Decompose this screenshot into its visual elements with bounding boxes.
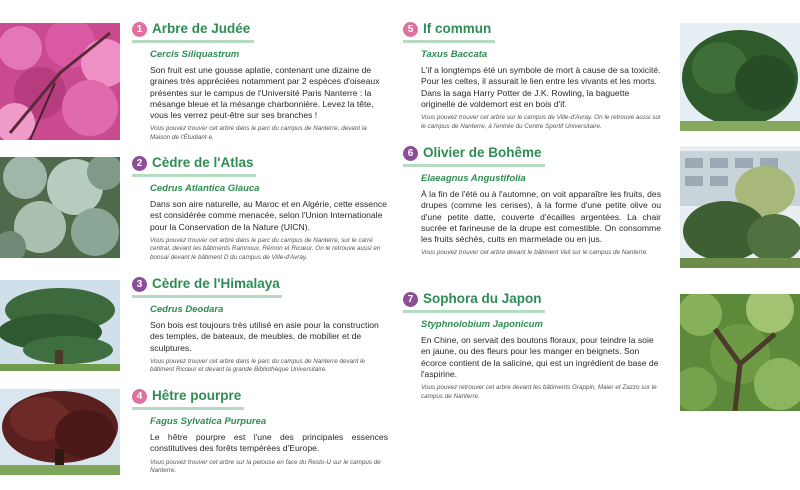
- title-underline: [403, 164, 545, 167]
- badge-number: 4: [132, 389, 147, 404]
- badge-number: 5: [403, 22, 418, 37]
- title-underline: [132, 295, 282, 298]
- tree-name: Olivier de Bohême: [423, 145, 542, 160]
- tree-name: Cèdre de l'Atlas: [152, 155, 254, 170]
- photo-hetre-pourpre: [0, 389, 120, 475]
- badge-number: 2: [132, 156, 147, 171]
- latin-name: Cercis Siliquastrum: [150, 49, 240, 60]
- tree-name: Sophora du Japon: [423, 291, 542, 306]
- title-underline: [132, 40, 254, 43]
- latin-name: Taxus Baccata: [421, 49, 488, 60]
- photo-sophora-du-japon: [680, 294, 800, 411]
- photo-cedre-de-l-atlas: [0, 157, 120, 258]
- tree-description: Dans son aire naturelle, au Maroc et en Algérie, cette essence est considérée comme menacée, selon l'Union Internationale pour la Conservation de la Nature (UICN).: [150, 199, 387, 232]
- tree-name: Hêtre pourpre: [152, 388, 242, 403]
- latin-name: Elaeagnus Angustifolia: [421, 173, 526, 184]
- latin-name: Fagus Sylvatica Purpurea: [150, 416, 267, 427]
- latin-name: Cedrus Deodara: [150, 304, 224, 315]
- photo-if-commun: [680, 23, 800, 131]
- tree-location: Vous pouvez trouver cet arbre dans le parc du campus de Nanterre devant le bâtiment Ricœur et devant la grande Bibliothèque Universitaire.: [150, 357, 366, 374]
- photo-olivier-de-boheme: [680, 146, 800, 268]
- tree-entry-5: [403, 21, 661, 131]
- tree-entry-2: [132, 155, 388, 263]
- photo-arbre-de-judee: [0, 23, 120, 140]
- tree-description: Son bois est toujours très utilisé en asie pour la construction des temples, de bateaux, de meubles, de mobilier et de sculptures.: [150, 320, 379, 353]
- tree-name: Cèdre de l'Himalaya: [152, 276, 280, 291]
- title-underline: [403, 310, 545, 313]
- tree-entry-3: [132, 276, 388, 375]
- tree-location: Vous pouvez trouver cet arbre dans le parc du campus de Nanterre, sur le carré central, devant les bâtiments Ramnoux, Rémon et Ricœur. On le retrouve aussi en bonsaï devant le bâtiment D du campus de Ville-d'Avray.: [150, 236, 381, 262]
- tree-name: Arbre de Judée: [152, 21, 251, 36]
- tree-description: En Chine, on servait des boutons floraux, pour teindre la soie en jaune, ou des fleurs pour les manger en beignets. Son écorce contient de la salicine, qui est un ingrédient de base de l'aspirine.: [421, 335, 659, 379]
- tree-description: Le hêtre pourpre est l'une des principales essences constitutives des forêts tempérées d'Europe.: [150, 432, 388, 454]
- tree-description: Son fruit est une gousse aplatie, contenant une dizaine de graines très appréciées notamment par 2 espèces d'oiseaux présentes sur le campus de l'Université Paris Nanterre : la mésange bleue et la mésange charbonnière. Levez la tête, vous les verrez peut-être sur ses branches !: [150, 65, 380, 121]
- tree-name: If commun: [423, 21, 492, 36]
- title-underline: [132, 407, 244, 410]
- tree-location: Vous pouvez retrouver cet arbre devant les bâtiments Grappin, Maier et Zazzo sur le campus de Nanterre.: [421, 384, 657, 400]
- tree-entry-7: [403, 291, 661, 401]
- title-underline: [132, 174, 256, 177]
- badge-number: 1: [132, 22, 147, 37]
- tree-location: Vous pouvez trouver cet arbre sur la pelouse en face du Resto-U sur le campus de Nanterre.: [150, 458, 381, 475]
- tree-entry-1: [132, 21, 388, 143]
- badge-number: 6: [403, 146, 418, 161]
- tree-description: À la fin de l'été ou à l'automne, on voit apparaître les fruits, des drupes (comme les cerises), à la forme d'une petite olive ou d'une petite datte, couverte d'écailles argentées. La chair sucrée et farineuse de la drupe est comestible. On consomme les fruits séchés, cuits en marmelade ou en jus.: [421, 189, 661, 245]
- badge-number: 7: [403, 292, 418, 307]
- photo-cedre-de-l-himalaya: [0, 280, 120, 371]
- tree-entry-6: [403, 145, 661, 258]
- tree-entry-4: [132, 388, 388, 476]
- title-underline: [403, 40, 495, 43]
- tree-location: Vous pouvez trouver cet arbre dans le parc du campus de Nanterre, devant la Maison de l'Étudiant·e.: [150, 125, 367, 142]
- latin-name: Cedrus Atlantica Glauca: [150, 183, 260, 194]
- latin-name: Styphnolobium Japonicum: [421, 319, 543, 330]
- tree-description: L'if a longtemps été un symbole de mort à cause de sa toxicité. Pour les celtes, il assurait le lien entre les vivants et les morts. Dans la saga Harry Potter de J.K. Rowling, la baguette originelle de voldemort est en bois d'if.: [421, 65, 661, 109]
- badge-number: 3: [132, 277, 147, 292]
- tree-location: Vous pouvez trouver cet arbre sur le campus de Ville-d'Avray. On le retrouve aussi sur le campus de Nanterre, à l'entrée du Centre Sportif Universitaire.: [421, 114, 662, 130]
- tree-location: Vous pouvez trouver cet arbre devant le bâtiment Veil sur le campus de Nanterre.: [421, 249, 649, 257]
